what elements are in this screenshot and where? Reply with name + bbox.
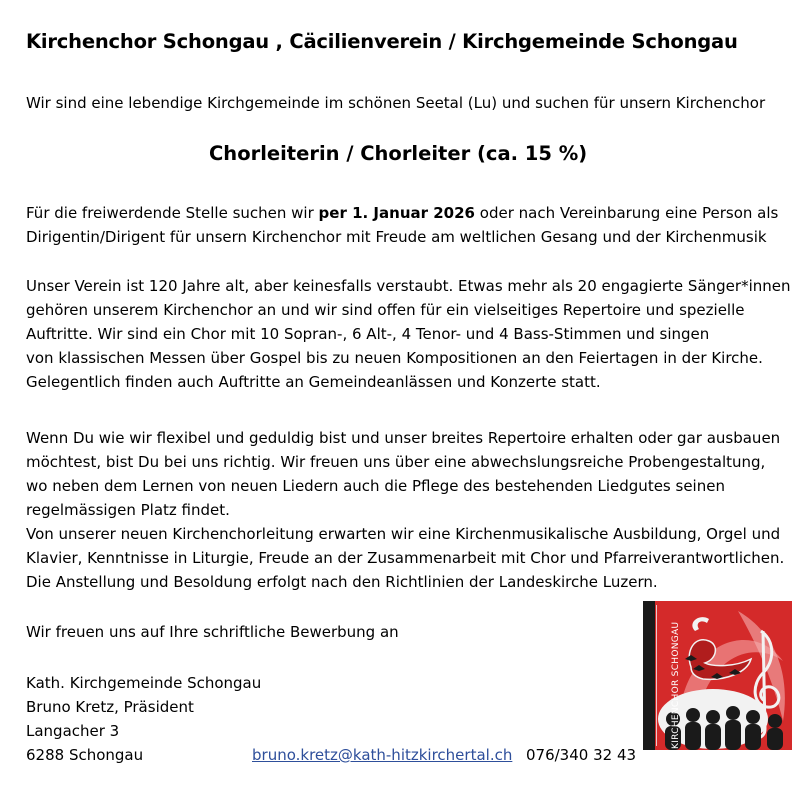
verein-line: Gelegentlich finden auch Auftritte an Gemeindeanlässen und Konzerte statt. — [26, 373, 601, 391]
verein-line: von klassischen Messen über Gospel bis zu neuen Kompositionen an den Feiertagen in der Kirche. — [26, 349, 763, 367]
erwartung-line: Die Anstellung und Besoldung erfolgt nach den Richtlinien der Landeskirche Luzern. — [26, 573, 658, 591]
erwartung-line: Von unserer neuen Kirchenchorleitung erwarten wir eine Kirchenmusikalische Ausbildung, Orgel und — [26, 525, 781, 543]
erwartung-paragraph — [26, 426, 796, 594]
stelle-paragraph — [26, 201, 796, 249]
erwartung-line: Wenn Du wie wir flexibel und geduldig bist und unser breites Repertoire erhalten oder gar ausbauen — [26, 429, 781, 447]
stelle-line-1-start: Für die freiwerdende Stelle suchen wir — [26, 204, 319, 222]
choir-logo — [643, 601, 792, 750]
stelle-line-2: Dirigentin/Dirigent für unsern Kirchenchor mit Freude am weltlichen Gesang und der Kirchenmusik — [26, 228, 767, 246]
contact-email-link[interactable]: bruno.kretz@kath-hitzkirchertal.ch — [252, 746, 513, 764]
erwartung-line: möchtest, bist Du bei uns richtig. Wir freuen uns über eine abwechslungsreiche Probengestaltung, — [26, 453, 766, 471]
bewerbung-text: Wir freuen uns auf Ihre schriftliche Bewerbung an — [26, 623, 399, 641]
erwartung-line: regelmässigen Platz findet. — [26, 501, 230, 519]
intro-text: Wir sind eine lebendige Kirchgemeinde im schönen Seetal (Lu) und suchen für unsern Kirchenchor — [26, 94, 766, 112]
contact-phone: 076/340 32 43 — [526, 746, 637, 764]
contact-street: Langacher 3 — [26, 722, 120, 740]
erwartung-line: Klavier, Kenntnisse in Liturgie, Freude an der Zusammenarbeit mit Chor und Pfarreiverantwortlichen. — [26, 549, 785, 567]
verein-line: Auftritte. Wir sind ein Chor mit 10 Sopran-, 6 Alt-, 4 Tenor- und 4 Bass-Stimmen und singen — [26, 325, 710, 343]
logo-side-rule — [656, 605, 657, 746]
position-title: Chorleiterin / Chorleiter (ca. 15 %) — [209, 142, 588, 165]
verein-line: Unser Verein ist 120 Jahre alt, aber keinesfalls verstaubt. Etwas mehr als 20 engagierte Sänger*innen — [26, 277, 791, 295]
stelle-line-1 — [26, 201, 796, 225]
logo-text: KIRCHENCHOR SCHONGAU — [671, 621, 681, 749]
contact-person: Bruno Kretz, Präsident — [26, 698, 194, 716]
contact-city: 6288 Schongau — [26, 746, 144, 764]
start-date: per 1. Januar 2026 — [318, 204, 475, 222]
page-title: Kirchenchor Schongau , Cäcilienverein / Kirchgemeinde Schongau — [26, 30, 738, 53]
contact-org: Kath. Kirchgemeinde Schongau — [26, 674, 262, 692]
stelle-line-1-end: oder nach Vereinbarung eine Person als — [475, 204, 779, 222]
verein-line: gehören unserem Kirchenchor an und wir sind offen für ein vielseitiges Repertoire und spezielle — [26, 301, 745, 319]
erwartung-line: wo neben dem Lernen von neuen Liedern auch die Pflege des bestehenden Liedgutes seinen — [26, 477, 725, 495]
verein-paragraph — [26, 274, 796, 394]
logo-side-band — [643, 601, 655, 750]
